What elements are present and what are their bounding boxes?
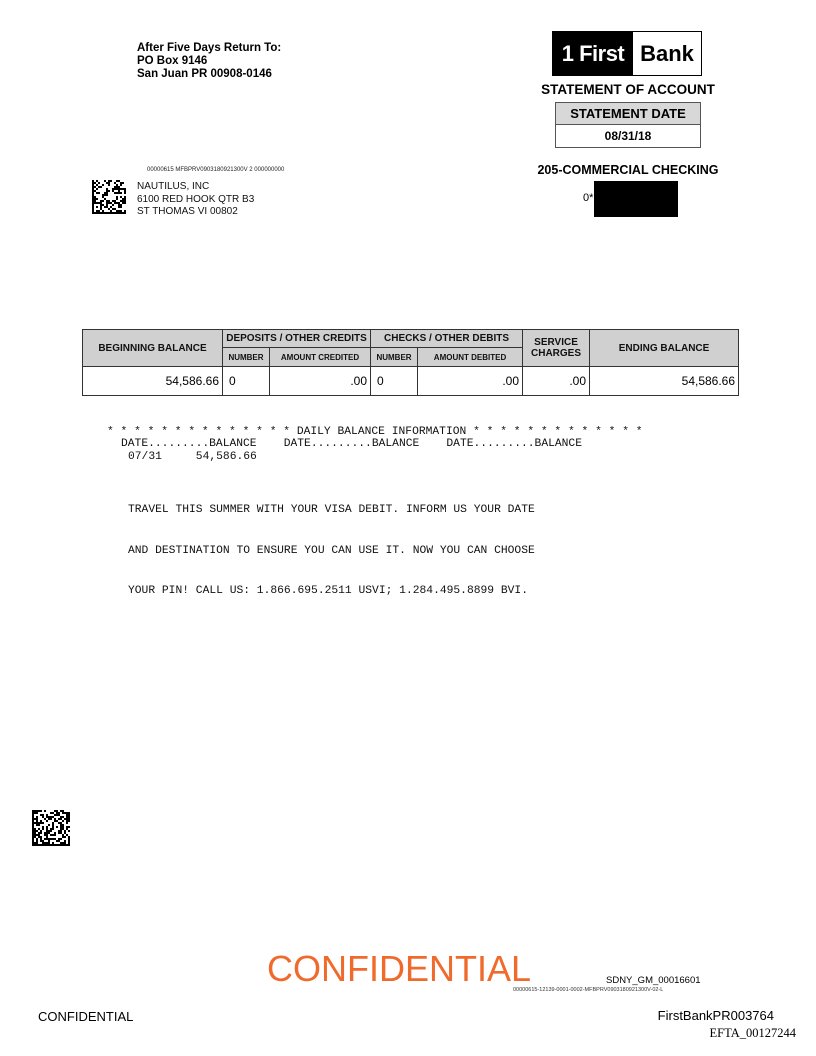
promo-message-line: AND DESTINATION TO ENSURE YOU CAN USE IT. NOW YOU CAN CHOOSE [128,544,535,557]
statement-date-box [555,102,701,148]
table-row [83,367,739,396]
header-ending-balance: ENDING BALANCE [590,330,739,367]
statement-title: STATEMENT OF ACCOUNT [541,82,715,97]
header-checks: CHECKS / OTHER DEBITS [371,330,523,348]
barcode-2d-icon [92,180,126,214]
confidential-label: CONFIDENTIAL [38,1009,134,1024]
mail-code: 00000615 MFBPRV0903180921300V 2 000000000 [147,167,285,173]
checks-number-value: 0 [371,367,418,396]
beginning-balance-value: 54,586.66 [83,367,223,396]
statement-date-label: STATEMENT DATE [556,103,700,125]
amount-credited-value: .00 [270,367,371,396]
promo-message-line: TRAVEL THIS SUMMER WITH YOUR VISA DEBIT. INFORM US YOUR DATE [128,504,535,516]
return-address-line: After Five Days Return To: [137,42,282,54]
recipient-address [137,181,254,219]
return-address-line: PO Box 9146 [137,55,208,67]
statement-date-value: 08/31/18 [604,129,652,143]
return-address [137,42,281,81]
header-beginning-balance: BEGINNING BALANCE [83,330,223,367]
account-type: 205-COMMERCIAL CHECKING [537,163,719,177]
daily-balance-row: 07/31 54,586.66 [128,451,257,463]
header-amount-debited: AMOUNT DEBITED [418,348,523,367]
header-amount-credited: AMOUNT CREDITED [270,348,371,367]
logo-left-text: 1 First [553,32,633,75]
recipient-city: ST THOMAS VI 00802 [137,206,238,217]
barcode-2d-icon [32,810,70,846]
service-charges-value: .00 [523,367,590,396]
bates-number-sdny: SDNY_GM_00016601 [606,975,701,986]
bank-logo [552,31,702,76]
deposits-number-value: 0 [223,367,270,396]
logo-right-text: Bank [640,40,694,66]
account-number-prefix: 0* [583,192,594,204]
confidential-stamp: CONFIDENTIAL [267,948,532,989]
promo-message [128,477,535,612]
recipient-street: 6100 RED HOOK QTR B3 [137,193,255,205]
header-service-charges: SERVICE CHARGES [523,330,590,367]
promo-message-line: YOUR PIN! CALL US: 1.866.695.2511 USVI; 1.284.495.8899 BVI. [128,585,528,597]
ending-balance-value: 54,586.66 [590,367,739,396]
amount-debited-value: .00 [418,367,523,396]
header-deposits: DEPOSITS / OTHER CREDITS [223,330,371,348]
efta-number: EFTA_00127244 [709,1026,796,1040]
batch-code: 00000615-12139-0001-0002-MFBPRV0903180921300V-02-L [513,987,664,993]
recipient-name: NAUTILUS, INC [137,181,210,192]
return-address-line: San Juan PR 00908-0146 [137,68,272,80]
redaction-box [594,181,678,217]
header-checks-number: NUMBER [371,348,418,367]
header-deposits-number: NUMBER [223,348,270,367]
daily-balance-columns: DATE.........BALANCE DATE.........BALANCE DATE.........BALANCE [121,438,582,450]
bates-number-firstbank: FirstBankPR003764 [657,1008,774,1023]
balance-summary-table [82,329,739,396]
daily-balance-heading: * * * * * * * * * * * * * * DAILY BALANCE INFORMATION * * * * * * * * * * * * * [107,426,643,438]
